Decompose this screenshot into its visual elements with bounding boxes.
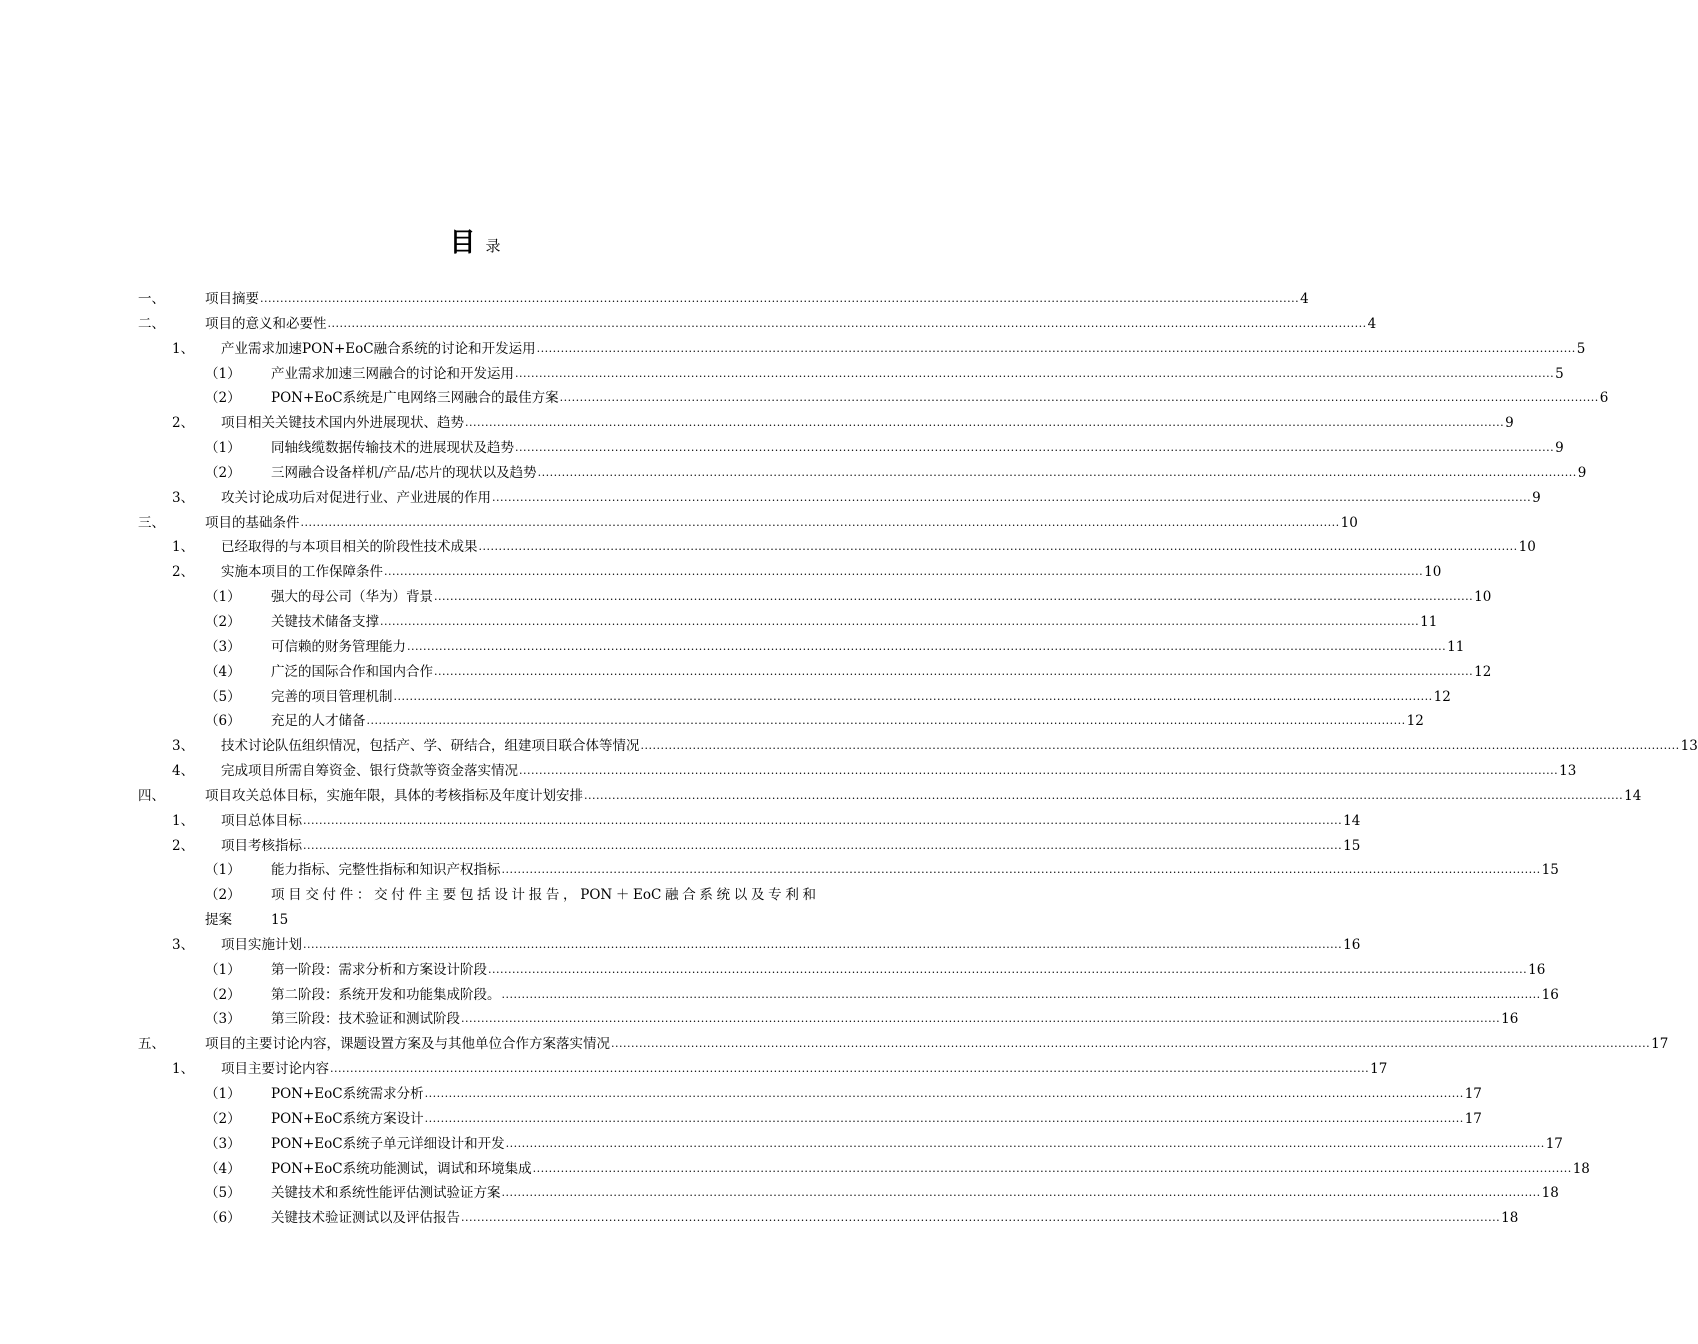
toc-entry-number: 1、 [172,812,195,829]
toc-entry-label [205,784,1642,809]
toc-entry-text: 关键技术和系统性能评估测试验证方案 [271,1185,501,1202]
toc-entry-number: （2） [205,390,241,407]
toc-entry-number: 五、 [138,1036,165,1053]
toc-leader-dots: .................................................................................................................................................................................................................................................................... [366,714,1406,728]
toc-entry-page: 16 [1343,936,1361,953]
toc-entry[interactable] [138,560,1442,585]
toc-entry-page: 15 [1541,862,1559,879]
toc-leader-dots: .................................................................................................................................................................................................................................................................... [611,1037,1651,1051]
toc-leader-dots: .................................................................................................................................................................................................................................................................... [515,441,1555,455]
toc-entry-text-continued [205,908,289,933]
toc-entry[interactable] [138,1157,1590,1182]
toc-entry-page: 13 [1680,738,1698,755]
toc-leader-dots: .................................................................................................................................................................................................................................................................... [424,1111,1464,1125]
toc-entry-text2: 提案 [205,912,232,929]
toc-entry-number: 一、 [138,291,165,307]
toc-entry-label [271,685,1451,710]
toc-entry-text: 实施本项目的工作保障条件 [221,564,383,581]
toc-entry-number: 1、 [172,1061,195,1078]
toc-entry-number: 2、 [172,564,195,581]
toc-entry[interactable] [138,685,1451,710]
toc-entry-number: （3） [205,1011,241,1028]
toc-entry[interactable] [138,610,1438,635]
toc-entry-label [271,958,1546,983]
toc-entry-label [221,734,1698,759]
toc-entry-label [221,411,1514,436]
toc-entry-label [271,1206,1519,1231]
toc-entry-page: 17 [1651,1036,1669,1053]
toc-entry[interactable] [138,734,1698,759]
toc-title-sub: 录 [485,237,501,255]
toc-entry-number: （1） [205,862,241,879]
toc-entry-label [271,1082,1482,1107]
toc-entry-number: （2） [205,613,241,630]
toc-leader-dots: .................................................................................................................................................................................................................................................................... [515,366,1555,380]
toc-leader-dots: .................................................................................................................................................................................................................................................................... [461,1012,1501,1026]
toc-entry-page: 16 [1528,961,1546,978]
toc-entry-number: 3、 [172,489,195,506]
toc-entry-page: 12 [1406,713,1424,730]
toc-entry-label [221,759,1577,784]
toc-entry-number: （4） [205,663,241,680]
toc-entry[interactable] [138,1082,1482,1107]
toc-entry[interactable] [138,312,1377,337]
toc-leader-dots: .................................................................................................................................................................................................................................................................... [519,764,1559,778]
toc-leader-dots: .................................................................................................................................................................................................................................................................... [300,515,1340,529]
toc-entry-text: 攻关讨论成功后对促进行业、产业进展的作用 [221,489,491,506]
toc-entry-number: （6） [205,1210,241,1227]
toc-entry-text: 项目相关关键技术国内外进展现状、趋势 [221,415,464,432]
toc-entry[interactable] [138,436,1564,461]
toc-entry-text: 项目实施计划 [221,936,302,953]
toc-entry-text: 技术讨论队伍组织情况，包括产、学、研结合，组建项目联合体等情况 [221,738,640,755]
toc-entry-number: 3、 [172,936,195,953]
toc-entry-number: （1） [205,961,241,978]
toc-entry-label [221,535,1536,560]
toc-entry-text: 项目主要讨论内容 [221,1061,329,1078]
toc-entry-page: 10 [1340,514,1358,531]
toc-entry-label [271,386,1609,411]
toc-entry-number: 1、 [172,539,195,556]
toc-entry[interactable] [138,635,1465,660]
toc-entry-page: 12 [1474,663,1492,680]
toc-entry-label [221,337,1586,362]
toc-entry-label [271,858,1559,883]
toc-entry[interactable] [138,486,1541,511]
toc-entry-page: 17 [1464,1086,1482,1102]
toc-entry[interactable] [138,958,1546,983]
toc-entry-text: 可信赖的财务管理能力 [271,638,406,655]
toc-entry-number: （5） [205,1185,241,1202]
toc-entry[interactable] [138,511,1358,536]
toc-entry[interactable] [138,337,1586,362]
toc-entry-label [271,585,1492,610]
toc-entry[interactable] [138,1107,1482,1132]
toc-entry-text: 项目总体目标 [221,812,302,829]
toc-entry-text: 项目考核指标 [221,837,302,854]
toc-leader-dots: .................................................................................................................................................................................................................................................................... [461,1211,1501,1225]
toc-entry-number: （6） [205,713,241,730]
toc-entry-number: （2） [205,1110,241,1127]
toc-entry-text: 项目的基础条件 [205,514,300,531]
toc-entry-page: 11 [1420,613,1438,630]
toc-entry[interactable] [138,1132,1563,1157]
toc-leader-dots: .................................................................................................................................................................................................................................................................... [505,1136,1545,1150]
toc-entry-label [205,1032,1669,1057]
toc-leader-dots: .................................................................................................................................................................................................................................................................... [536,341,1576,355]
toc-entry-page: 18 [1572,1160,1590,1177]
toc-leader-dots: .................................................................................................................................................................................................................................................................... [303,937,1343,951]
toc-entry[interactable] [138,386,1609,411]
toc-entry[interactable] [138,461,1587,486]
toc-entry-number: 3、 [172,738,195,755]
toc-entry-text: 项目攻关总体目标，实施年限，具体的考核指标及年度计划安排 [205,787,583,804]
toc-leader-dots: .................................................................................................................................................................................................................................................................... [584,788,1624,802]
toc-entry-page: 12 [1433,688,1451,705]
toc-entry-number: （1） [205,440,241,457]
toc-entry-text: 三网融合设备样机/产品/芯片的现状以及趋势 [271,464,537,481]
toc-entry[interactable] [138,809,1361,834]
toc-entry[interactable] [138,858,1559,883]
toc-entry-number: （5） [205,688,241,705]
toc-entry-number: （3） [205,638,241,655]
toc-entry-page: 16 [1541,986,1559,1003]
toc-leader-dots: .................................................................................................................................................................................................................................................................... [465,416,1505,430]
toc-entry-text: PON+EoC系统需求分析 [271,1086,424,1102]
toc-entry-label [271,461,1587,486]
toc-entry-page: 15 [271,912,289,929]
toc-entry-number: （2） [205,464,241,481]
toc-entry-text: 强大的母公司（华为）背景 [271,589,433,606]
toc-leader-dots: .................................................................................................................................................................................................................................................................... [407,639,1447,653]
toc-entry-page: 18 [1501,1210,1519,1227]
toc-leader-dots: .................................................................................................................................................................................................................................................................... [434,664,1474,678]
toc-entry-text: 完善的项目管理机制 [271,688,393,705]
toc-entry-text: 完成项目所需自筹资金、银行贷款等资金落实情况 [221,763,518,780]
toc-entry-text: 广泛的国际合作和国内合作 [271,663,433,680]
toc-leader-dots: .................................................................................................................................................................................................................................................................... [501,863,1541,877]
toc-entry-text: PON+EoC系统方案设计 [271,1110,424,1127]
toc-entry-text: PON+EoC系统是广电网络三网融合的最佳方案 [271,390,559,407]
toc-leader-dots: .................................................................................................................................................................................................................................................................... [434,590,1474,604]
toc-entry-label [205,511,1358,536]
toc-entry[interactable] [138,1032,1669,1057]
toc-leader-dots: .................................................................................................................................................................................................................................................................... [532,1161,1572,1175]
toc-entry-page: 9 [1555,440,1564,457]
toc-entry-page: 18 [1541,1185,1559,1202]
toc-entry[interactable] [138,983,1559,1008]
toc-entry-page: 14 [1343,812,1361,829]
toc-entry-text: PON+EoC系统子单元详细设计和开发 [271,1135,505,1152]
toc-leader-dots: .................................................................................................................................................................................................................................................................... [384,565,1424,579]
toc-entry-page: 10 [1424,564,1442,581]
toc-entry-text: 项目的主要讨论内容，课题设置方案及与其他单位合作方案落实情况 [205,1036,610,1053]
toc-entry-text: 项目的意义和必要性 [205,315,327,332]
toc-leader-dots: .................................................................................................................................................................................................................................................................... [501,1186,1541,1200]
toc-entry-label [271,362,1564,387]
toc-entry-label [271,1157,1590,1182]
toc-entry-number: 2、 [172,415,195,432]
toc-entry-label [271,1107,1482,1132]
toc-entry-page: 5 [1576,340,1586,357]
table-of-contents [138,287,1698,1231]
toc-entry-number: （1） [205,1086,241,1102]
toc-entry-page: 15 [1343,837,1361,854]
toc-entry-text: 产业需求加速三网融合的讨论和开发运用 [271,365,514,382]
toc-entry[interactable] [138,585,1492,610]
toc-entry-text: 产业需求加速PON+EoC融合系统的讨论和开发运用 [221,340,536,357]
toc-entry[interactable] [138,759,1577,784]
toc-entry-text: 项目交付件：交付件主要包括设计报告，PON＋EoC融合系统以及专利和 [271,887,816,904]
toc-entry-label [271,436,1564,461]
toc-entry-number: 4、 [172,763,195,780]
toc-entry-label [221,933,1361,958]
toc-leader-dots: .................................................................................................................................................................................................................................................................... [559,391,1599,405]
toc-entry[interactable] [138,883,816,933]
toc-entry-page: 17 [1545,1135,1563,1152]
toc-entry-page: 10 [1518,539,1536,556]
toc-entry[interactable] [138,933,1361,958]
toc-leader-dots: .................................................................................................................................................................................................................................................................... [424,1087,1464,1100]
toc-entry-text: 项目摘要 [205,291,259,307]
toc-entry-page: 9 [1505,415,1514,432]
toc-entry-label [271,610,1438,635]
toc-entry-label [221,486,1541,511]
toc-entry-text: 第三阶段：技术验证和测试阶段 [271,1011,460,1028]
toc-entry-text: 充足的人才储备 [271,713,366,730]
toc-title-main: 目 [449,228,476,258]
toc-entry[interactable] [138,1057,1388,1082]
toc-entry-text: 能力指标、完整性指标和知识产权指标 [271,862,501,879]
toc-entry-page: 4 [1367,315,1377,332]
toc-entry-label [271,983,1559,1008]
toc-leader-dots: .................................................................................................................................................................................................................................................................... [501,987,1541,1001]
toc-entry-number: 四、 [138,787,165,804]
toc-entry-label [271,1181,1559,1206]
toc-entry-number: （2） [205,986,241,1003]
toc-entry[interactable] [138,834,1361,859]
toc-leader-dots: .................................................................................................................................................................................................................................................................... [640,739,1680,753]
toc-entry-page: 9 [1577,464,1587,481]
toc-leader-dots: .................................................................................................................................................................................................................................................................... [393,689,1433,703]
toc-entry-text: 关键技术储备支撑 [271,613,379,630]
toc-entry-text: 同轴线缆数据传输技术的进展现状及趋势 [271,440,514,457]
toc-entry[interactable] [138,287,1309,312]
toc-entry[interactable] [138,411,1514,436]
toc-entry-number: 1、 [172,340,195,357]
toc-entry-text: PON+EoC系统功能测试，调试和环境集成 [271,1160,532,1177]
toc-leader-dots: .................................................................................................................................................................................................................................................................... [327,316,1367,330]
toc-entry-label [271,635,1465,660]
toc-entry-label [221,560,1442,585]
toc-entry-label [271,1007,1519,1032]
toc-entry-text: 已经取得的与本项目相关的阶段性技术成果 [221,539,478,556]
toc-entry[interactable] [138,1007,1519,1032]
toc-entry-page: 4 [1300,291,1309,307]
toc-entry-label [271,660,1492,685]
toc-entry-label [221,834,1361,859]
toc-entry[interactable] [138,709,1424,734]
toc-leader-dots: .................................................................................................................................................................................................................................................................... [492,490,1532,504]
toc-entry[interactable] [138,362,1564,387]
toc-entry-number: 2、 [172,837,195,854]
toc-entry-page: 16 [1501,1011,1519,1028]
toc-leader-dots: .................................................................................................................................................................................................................................................................... [488,962,1528,976]
toc-leader-dots: .................................................................................................................................................................................................................................................................... [478,540,1518,554]
toc-leader-dots: .................................................................................................................................................................................................................................................................... [303,813,1343,827]
toc-entry-text: 关键技术验证测试以及评估报告 [271,1210,460,1227]
toc-entry-label [205,287,1309,312]
toc-entry-page: 11 [1447,638,1465,655]
toc-entry[interactable] [138,660,1492,685]
toc-entry-label [205,312,1377,337]
toc-entry-label [221,1057,1388,1082]
toc-entry-page: 9 [1532,489,1541,506]
toc-entry-page: 5 [1555,365,1564,382]
toc-entry-page: 17 [1464,1110,1482,1127]
toc-entry-number: （2） [205,887,241,904]
toc-entry-text: 第一阶段：需求分析和方案设计阶段 [271,961,487,978]
toc-entry-text: 第二阶段：系统开发和功能集成阶段。 [271,986,501,1003]
toc-entry-number: （3） [205,1135,241,1152]
toc-entry[interactable] [138,1181,1559,1206]
toc-entry-number: （1） [205,365,241,382]
toc-leader-dots: .................................................................................................................................................................................................................................................................... [380,614,1420,628]
toc-title [0,222,950,259]
toc-entry-page: 17 [1370,1061,1388,1078]
toc-entry[interactable] [138,784,1642,809]
toc-leader-dots: .................................................................................................................................................................................................................................................................... [330,1062,1370,1076]
toc-entry-number: 三、 [138,514,165,531]
toc-entry-page: 10 [1474,589,1492,606]
toc-leader-dots: .................................................................................................................................................................................................................................................................... [537,465,1577,479]
toc-leader-dots: .................................................................................................................................................................................................................................................................... [260,292,1300,305]
toc-entry-page: 14 [1624,787,1642,804]
toc-entry-label [271,709,1424,734]
toc-entry-label [221,809,1361,834]
toc-entry[interactable] [138,1206,1519,1231]
toc-entry-number: （1） [205,589,241,606]
toc-entry-page: 6 [1599,390,1609,407]
toc-entry-page: 13 [1559,763,1577,780]
toc-leader-dots: .................................................................................................................................................................................................................................................................... [303,838,1343,852]
toc-entry-number: （4） [205,1160,241,1177]
toc-entry-number: 二、 [138,315,165,332]
toc-entry[interactable] [138,535,1536,560]
toc-entry-label [271,1132,1563,1157]
